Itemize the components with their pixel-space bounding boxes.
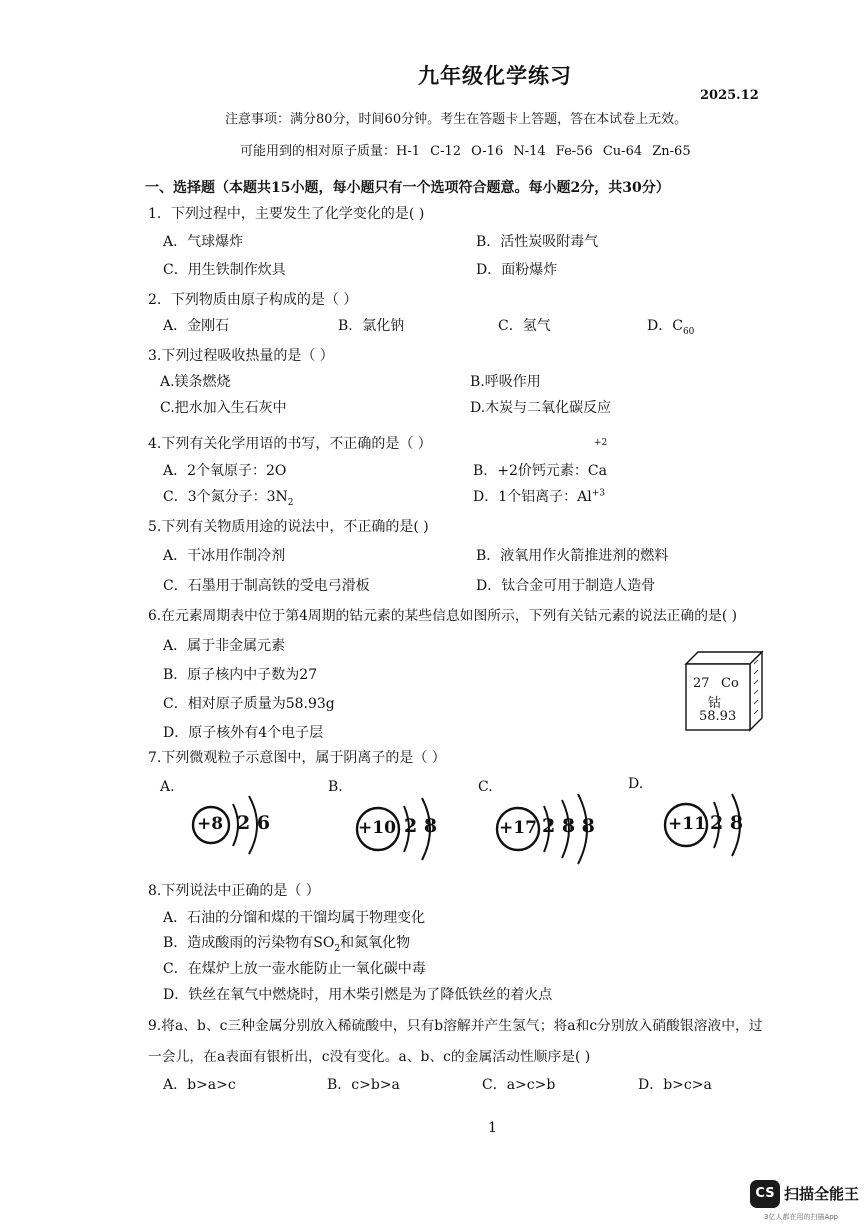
atom-c-nucleus: +17 xyxy=(499,818,537,838)
cobalt-atomic-mass: 58.93 xyxy=(699,709,737,724)
question-1-option-d: D．面粉爆炸 xyxy=(476,262,558,278)
question-6-option-a: A．属于非金属元素 xyxy=(163,638,286,654)
cobalt-symbol: Co xyxy=(721,676,739,691)
question-2-stem: 2．下列物质由原子构成的是（ ） xyxy=(148,292,358,308)
question-8-option-a: A．石油的分馏和煤的干馏均属于物理变化 xyxy=(163,910,426,926)
question-6-option-b: B．原子核内中子数为27 xyxy=(163,667,318,683)
question-3-option-c: C.把水加入生石灰中 xyxy=(160,400,287,416)
question-7-option-a-label: A. xyxy=(160,779,175,795)
question-4-option-c: C．3个氮分子：$3N_2$ xyxy=(163,489,294,508)
question-9-option-a: A．b>a>c xyxy=(163,1077,236,1093)
page-title: 九年级化学练习 xyxy=(418,63,572,88)
question-3-stem: 3.下列过程吸收热量的是（ ） xyxy=(148,348,334,364)
scanner-tagline: 3亿人都在用的扫描App xyxy=(764,1213,839,1221)
atom-c-shells: 2 8 8 xyxy=(542,815,595,837)
question-5-option-b: B．液氧用作火箭推进剂的燃料 xyxy=(476,548,669,564)
calcium-valence-mark: +2 xyxy=(594,438,608,448)
atomic-masses: 可能用到的相对原子质量：H-1 C-12 O-16 N-14 Fe-56 Cu-64 Zn-65 xyxy=(240,144,691,159)
question-9-option-c: C．a>c>b xyxy=(482,1077,556,1093)
question-3-option-b: B.呼吸作用 xyxy=(470,374,541,390)
question-5-option-a: A．干冰用作制冷剂 xyxy=(163,548,286,564)
question-9-stem-line-1: 9.将a、b、c三种金属分别放入稀硫酸中，只有b溶解并产生氢气；将a和c分别放入硝酸银溶液中，过 xyxy=(148,1018,763,1034)
question-7-option-d-label: D. xyxy=(628,776,644,792)
question-8-option-c: C．在煤炉上放一壶水能防止一氧化碳中毒 xyxy=(163,961,426,977)
atom-b-nucleus: +10 xyxy=(358,818,396,838)
question-7-stem: 7.下列微观粒子示意图中，属于阴离子的是（ ） xyxy=(148,750,446,766)
question-9-option-b: B．c>b>a xyxy=(327,1077,400,1093)
atom-d-shells: 2 8 xyxy=(710,812,744,834)
cobalt-name: 钴 xyxy=(708,696,722,711)
question-1-option-c: C．用生铁制作炊具 xyxy=(163,262,286,278)
question-6-option-d: D．原子核外有4个电子层 xyxy=(163,725,324,741)
atom-a-shells: 2 6 xyxy=(237,812,271,834)
question-3-option-a: A.镁条燃烧 xyxy=(160,374,231,390)
cobalt-atomic-number: 27 xyxy=(693,676,710,691)
question-8-option-b: B．造成酸雨的污染物有$SO_2$和氮氧化物 xyxy=(163,935,411,954)
question-6-stem: 6.在元素周期表中位于第4周期的钴元素的某些信息如图所示，下列有关钴元素的说法正确的是( ) xyxy=(148,608,737,624)
question-6-option-c: C．相对原子质量为58.93g xyxy=(163,696,335,712)
section-heading: 一、选择题（本题共15小题，每小题只有一个选项符合题意。每小题2分，共30分） xyxy=(145,180,670,196)
notice-text: 注意事项：满分80分，时间60分钟。考生在答题卡上答题，答在本试卷上无效。 xyxy=(225,112,688,127)
question-4-option-b: B．+2价钙元素：Ca xyxy=(473,463,607,479)
question-1-stem: 1．下列过程中，主要发生了化学变化的是( ) xyxy=(148,206,425,222)
question-1-option-a: A．气球爆炸 xyxy=(163,234,244,250)
question-5-option-d: D．钛合金可用于制造人造骨 xyxy=(476,578,656,594)
question-8-option-d: D．铁丝在氧气中燃烧时，用木柴引燃是为了降低铁丝的着火点 xyxy=(163,987,553,1003)
atom-d-nucleus: +11 xyxy=(668,814,706,834)
question-2-option-d: D．$C_{60}$ xyxy=(647,318,695,337)
atom-a-nucleus: +8 xyxy=(197,814,224,834)
question-4-option-a: A．2个氧原子：2O xyxy=(163,463,287,479)
question-1-option-b: B．活性炭吸附毒气 xyxy=(476,234,599,250)
page-number: 1 xyxy=(488,1120,497,1136)
question-2-option-b: B．氯化钠 xyxy=(338,318,405,334)
question-5-option-c: C．石墨用于制高铁的受电弓滑板 xyxy=(163,578,370,594)
question-3-option-d: D.木炭与二氧化碳反应 xyxy=(470,400,612,416)
scanner-logo-icon: CS xyxy=(750,1180,780,1208)
question-9-option-d: D．b>c>a xyxy=(638,1077,712,1093)
question-4-stem: 4.下列有关化学用语的书写，不正确的是（ ） xyxy=(148,436,432,452)
exam-date: 2025.12 xyxy=(700,88,759,103)
question-5-stem: 5.下列有关物质用途的说法中，不正确的是( ) xyxy=(148,519,429,535)
question-9-stem-line-2: 一会儿，在a表面有银析出，c没有变化。a、b、c的金属活动性顺序是( ) xyxy=(148,1049,591,1065)
question-7-option-b-label: B. xyxy=(328,779,343,795)
question-8-stem: 8.下列说法中正确的是（ ） xyxy=(148,883,320,899)
question-7-option-c-label: C. xyxy=(478,779,493,795)
question-2-option-a: A．金刚石 xyxy=(163,318,230,334)
atom-b-shells: 2 8 xyxy=(404,815,438,837)
scanner-brand: 扫描全能王 xyxy=(784,1185,860,1203)
question-4-option-d: D．1个铝离子：$Al^{+3}$ xyxy=(473,488,606,505)
question-2-option-c: C．氢气 xyxy=(498,318,551,334)
